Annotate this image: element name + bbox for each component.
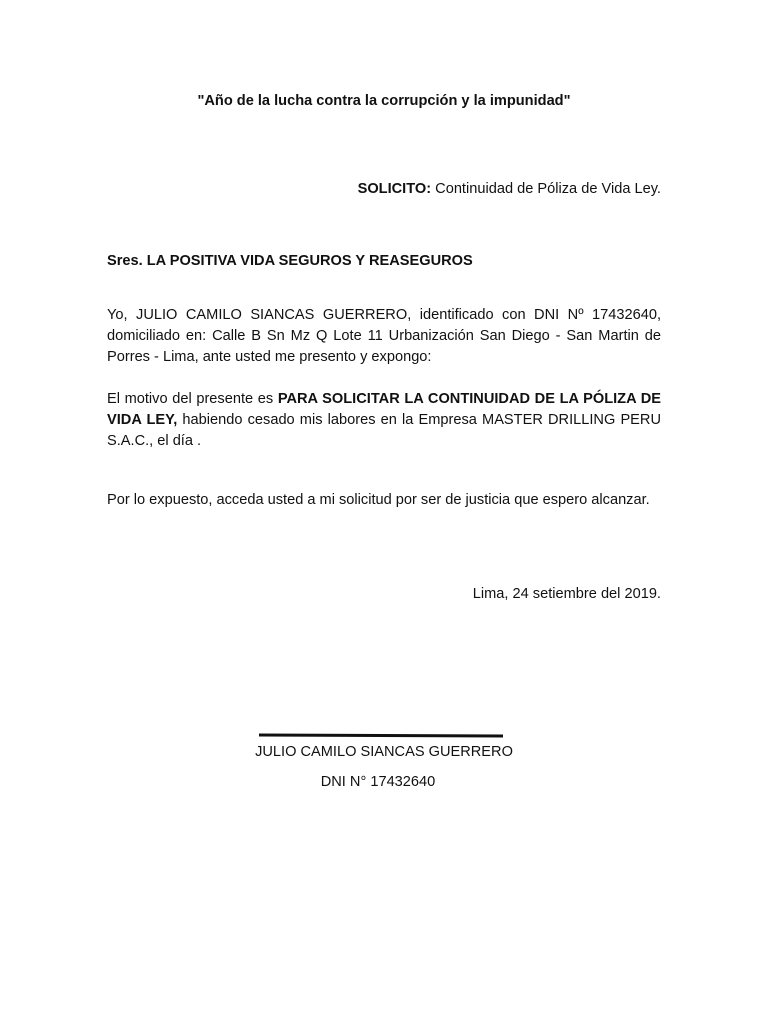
reason-paragraph [107, 389, 661, 452]
signatory-dni: DNI N° 17432640 [320, 774, 436, 790]
introduction-paragraph: Yo, JULIO CAMILO SIANCAS GUERRERO, identificado con DNI Nº 17432640, domiciliado en: Calle B Sn Mz Q Lote 11 Urbanización San Diego - San Martin de Porres - Lima, ante usted me presento y expongo: [107, 307, 661, 365]
request-subject-label: SOLICITO: [357, 181, 432, 197]
request-subject-text: Continuidad de Póliza de Vida Ley. [431, 181, 661, 197]
reason-intro: El motivo del presente es [107, 391, 278, 407]
signature-line [259, 733, 503, 737]
reason-rest: habiendo cesado mis labores en la Empresa MASTER DRILLING PERU S.A.C., el día . [107, 412, 661, 449]
closing-paragraph: Por lo expuesto, acceda usted a mi solicitud por ser de justicia que espero alcanzar. [107, 492, 650, 508]
place-date: Lima, 24 setiembre del 2019. [472, 586, 661, 602]
addressee: Sres. LA POSITIVA VIDA SEGUROS Y REASEGUROS [107, 253, 473, 269]
reason-bold-request: PARA SOLICITAR LA CONTINUIDAD DE LA PÓLIZA DE VIDA LEY, [107, 391, 662, 428]
signatory-name: JULIO CAMILO SIANCAS GUERRERO [255, 744, 513, 760]
document-motto: "Año de la lucha contra la corrupción y la impunidad" [197, 93, 571, 109]
request-subject [358, 179, 661, 200]
